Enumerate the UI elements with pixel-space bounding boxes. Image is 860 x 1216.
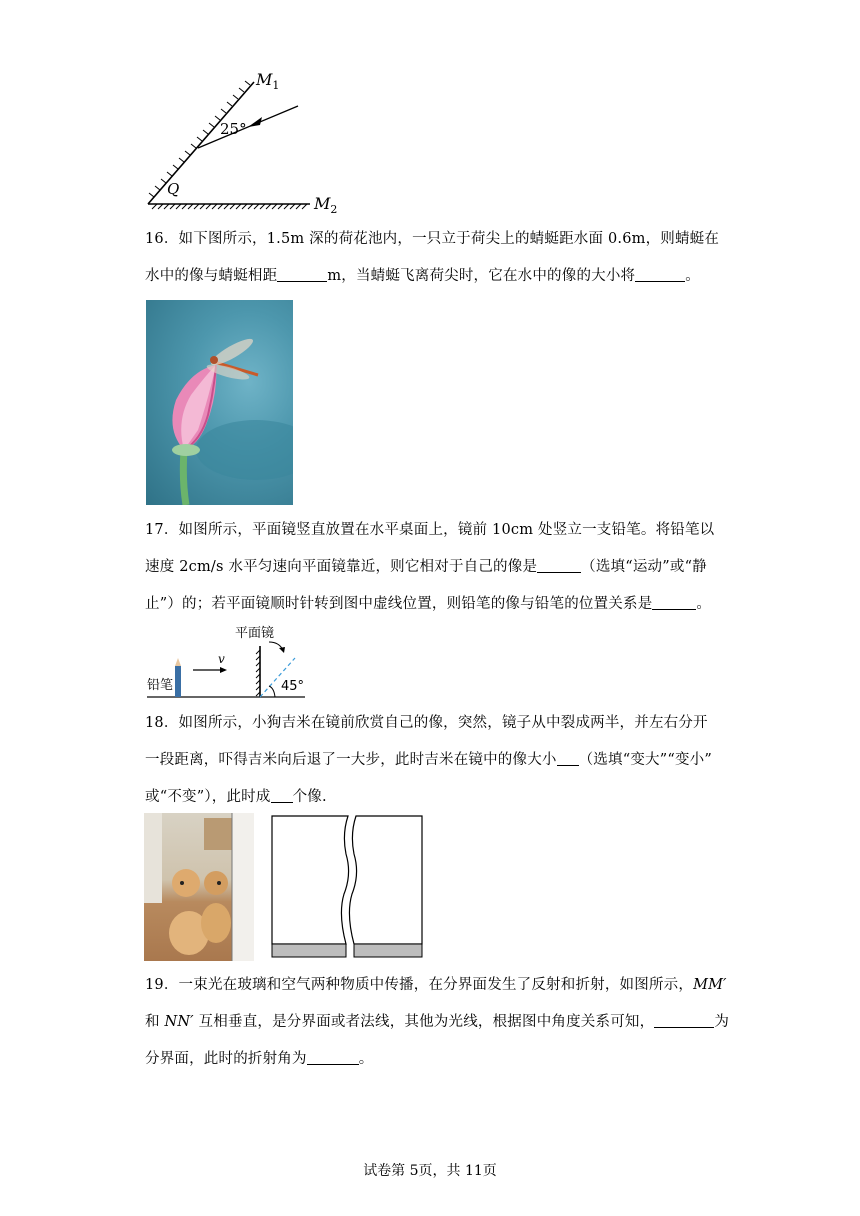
question-18	[145, 705, 725, 816]
q19-line-1: 19．一束光在玻璃和空气两种物质中传播，在分界面发生了反射和折射，如图所示，MM′	[145, 977, 727, 993]
q18-line-1: 18．如图所示，小狗吉米在镜前欣赏自己的像，突然，镜子从中裂成两半，并左右分开	[145, 715, 708, 731]
answer-blank[interactable]	[635, 267, 685, 282]
q18-line-3: 或“不变”），此时成 个像.	[145, 789, 327, 805]
figure-15-mirrors	[140, 62, 360, 222]
answer-blank[interactable]	[652, 595, 696, 610]
mirror-label: 平面镜	[235, 626, 275, 641]
pencil-label: 铅笔	[147, 678, 174, 693]
q19-line-3: 分界面，此时的折射角为 。	[145, 1051, 374, 1067]
answer-blank[interactable]	[277, 267, 327, 282]
velocity-label: v	[218, 652, 225, 666]
mirror-1-label: $M_1$	[256, 70, 280, 93]
angle-45-label: 45°	[281, 679, 305, 694]
q16-line-2: 水中的像与蜻蜓相距 m，当蜻蜓飞离荷尖时，它在水中的像的大小将 。	[145, 268, 700, 284]
figure-17-pencil-mirror	[145, 622, 315, 702]
q19-line-2: 和 NN′ 互相垂直，是分界面或者法线，其他为光线，根据图中角度关系可知， 为	[145, 1014, 730, 1030]
answer-blank[interactable]	[307, 1050, 359, 1065]
q18-line-2: 一段距离，吓得吉米向后退了一大步，此时吉米在镜中的像大小 （选填“变大”“变小”	[145, 752, 712, 768]
q17-line-2: 速度 2cm/s 水平匀速向平面镜靠近，则它相对于自己的像是 （选填“运动”或“静	[145, 559, 707, 575]
broken-mirror-diagram	[270, 814, 425, 960]
answer-blank[interactable]	[654, 1013, 714, 1028]
q17-line-3: 止”）的；若平面镜顺时针转到图中虚线位置，则铅笔的像与铅笔的位置关系是 。	[145, 596, 712, 612]
mirror-2-label: $M_2$	[314, 194, 338, 217]
question-19	[145, 967, 730, 1078]
point-q-label: Q	[167, 180, 180, 198]
question-17	[145, 512, 725, 623]
answer-blank[interactable]	[557, 751, 579, 766]
page-footer: 试卷第 5页，共 11页	[363, 1163, 497, 1179]
answer-blank[interactable]	[537, 558, 581, 573]
q16-line-1: 16．如下图所示，1.5m 深的荷花池内，一只立于荷尖上的蜻蜓距水面 0.6m，则蜻蜓在	[145, 231, 720, 247]
dog-mirror-photo	[144, 813, 254, 961]
q17-line-1: 17．如图所示，平面镜竖直放置在水平桌面上，镜前 10cm 处竖立一支铅笔。将铅笔以	[145, 522, 715, 538]
answer-blank[interactable]	[271, 788, 293, 803]
dragonfly-lotus-photo	[146, 300, 293, 505]
angle-label: 25°	[220, 120, 247, 138]
question-16	[145, 221, 725, 295]
